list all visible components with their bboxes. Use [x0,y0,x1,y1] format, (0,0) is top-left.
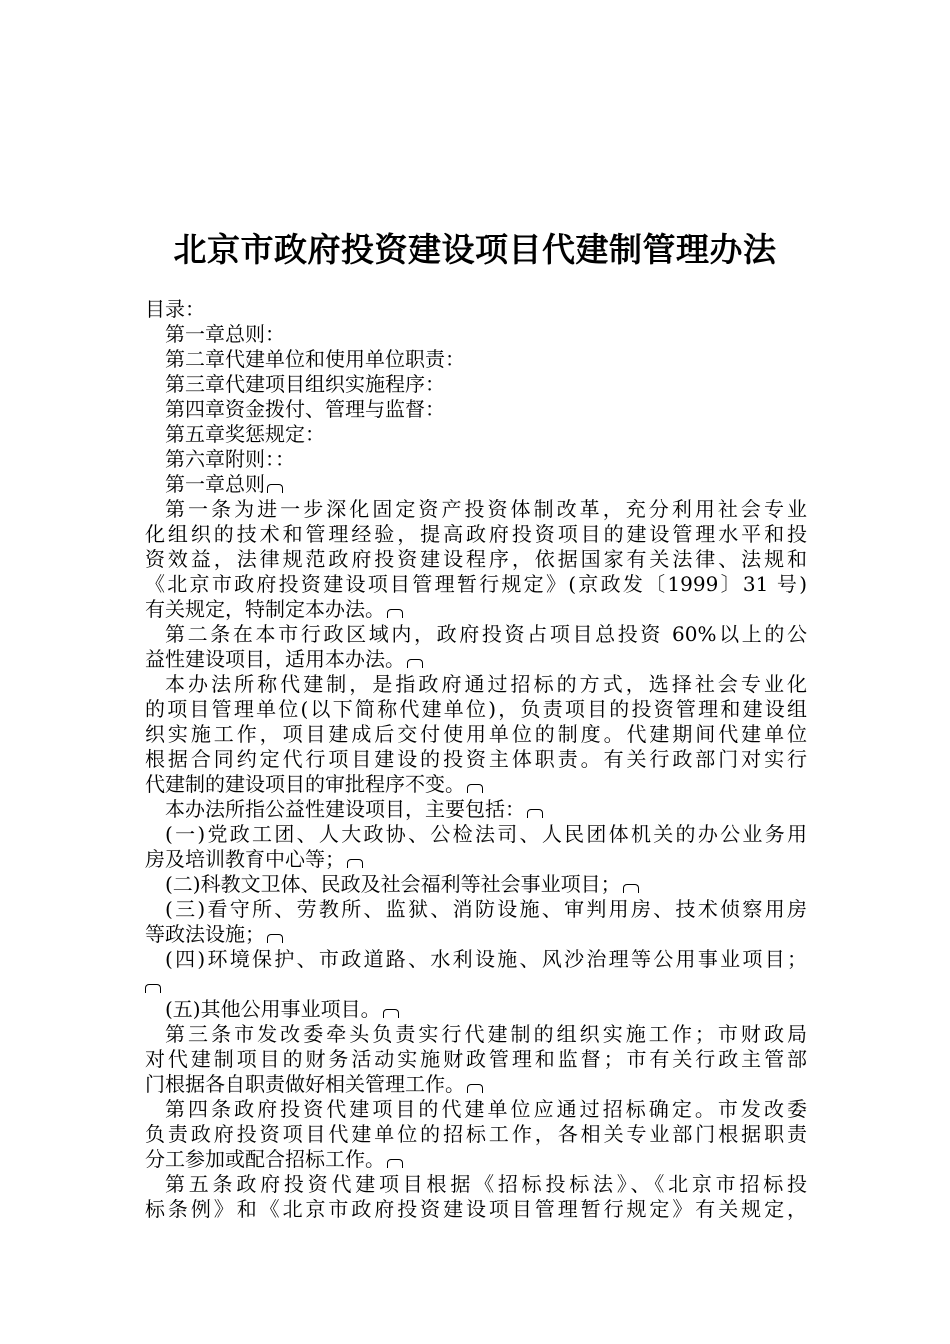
article-3-line-3: 门根据各自职责做好相关管理工作。 [145,1072,465,1096]
article-5-line-2: 标条例》和《北京市政府投资建设项目管理暂行规定》有关规定， [145,1197,807,1221]
chapter-1-heading: 第一章总则 [165,472,265,496]
paragraph-mark-icon [383,1009,399,1018]
article-4-line-3: 分工参加或配合招标工作。 [145,1147,385,1171]
definition-line-5: 代建制的建设项目的审批程序不变。 [145,772,465,796]
article-4-line-2: 负责政府投资项目代建单位的招标工作，各相关专业部门根据职责 [145,1122,807,1146]
article-2-line-2-wrap [145,647,807,672]
article-4-line-1: 第四条政府投资代建项目的代建单位应通过招标确定。市发改委 [165,1097,807,1121]
paragraph-mark-icon [467,784,483,793]
document-body [145,297,807,1222]
definition-line-4: 根据合同约定代行项目建设的投资主体职责。有关行政部门对实行 [145,747,807,771]
toc-item-chapter-1: 第一章总则： [165,322,285,346]
article-3-line-1: 第三条市发改委牵头负责实行代建制的组织实施工作；市财政局 [165,1022,807,1046]
article-4-line-3-wrap [145,1147,807,1172]
definition-line-5-wrap [145,772,807,797]
scope-item-1-line-1: (一)党政工团、人大政协、公检法司、人民团体机关的办公业务用 [165,822,807,846]
scope-item-1-line-2: 房及培训教育中心等； [145,847,345,871]
paragraph-mark-icon [527,809,543,818]
definition-line-1: 本办法所称代建制，是指政府通过招标的方式，选择社会专业化 [165,672,807,696]
article-1-line-1: 第一条为进一步深化固定资产投资体制改革，充分利用社会专业 [165,497,807,521]
scope-item-5-wrap [145,997,807,1022]
scope-item-3-line-2-wrap [145,922,807,947]
article-1-line-4: 《北京市政府投资建设项目管理暂行规定》(京政发〔1999〕31 号) [145,572,807,596]
article-1-line-5: 有关规定，特制定本办法。 [145,597,385,621]
scope-intro: 本办法所指公益性建设项目，主要包括： [165,797,525,821]
paragraph-mark-icon [267,934,283,943]
article-3-line-3-wrap [145,1072,807,1097]
article-2-line-1: 第二条在本市行政区域内，政府投资占项目总投资 60%以上的公 [165,622,807,646]
scope-item-4: (四)环境保护、市政道路、水利设施、风沙治理等公用事业项目； [165,947,807,971]
scope-intro-wrap [145,797,807,822]
definition-line-3: 织实施工作，项目建成后交付使用单位的制度。代建期间代建单位 [145,722,807,746]
paragraph-mark-icon [623,884,639,893]
article-3-line-2: 对代建制项目的财务活动实施财政管理和监督；市有关行政主管部 [145,1047,807,1071]
scope-item-1-line-2-wrap [145,847,807,872]
paragraph-mark-icon [467,1084,483,1093]
toc-label: 目录： [145,297,205,321]
scope-item-4-mark-line [145,972,807,997]
paragraph-mark-icon [387,609,403,618]
chapter-1-heading-line [145,472,807,497]
article-1-line-2: 化组织的技术和管理经验，提高政府投资项目的建设管理水平和投 [145,522,807,546]
paragraph-mark-icon [407,659,423,668]
toc-item-chapter-6: 第六章附则：： [165,447,295,471]
paragraph-mark-icon [347,859,363,868]
article-1-line-3: 资效益，法律规范政府投资建设程序，依据国家有关法律、法规和 [145,547,807,571]
scope-item-3-line-2: 等政法设施； [145,922,265,946]
paragraph-mark-icon [387,1159,403,1168]
toc-item-chapter-2: 第二章代建单位和使用单位职责： [165,347,465,371]
article-5-line-1: 第五条政府投资代建项目根据《招标投标法》、《北京市招标投 [165,1172,807,1196]
scope-item-2-wrap [145,872,807,897]
article-1-line-5-wrap [145,597,807,622]
toc-item-chapter-5: 第五章奖惩规定： [165,422,325,446]
paragraph-mark-icon [267,484,283,493]
article-2-line-2: 益性建设项目，适用本办法。 [145,647,405,671]
definition-line-2: 的项目管理单位(以下简称代建单位)，负责项目的投资管理和建设组 [145,697,807,721]
paragraph-mark-icon [145,984,161,993]
toc-item-chapter-3: 第三章代建项目组织实施程序： [165,372,445,396]
toc-item-chapter-4: 第四章资金拨付、管理与监督： [165,397,445,421]
scope-item-3-line-1: (三)看守所、劳教所、监狱、消防设施、审判用房、技术侦察用房 [165,897,807,921]
document-title: 北京市政府投资建设项目代建制管理办法 [173,230,777,269]
scope-item-5: (五)其他公用事业项目。 [165,997,381,1021]
scope-item-2: (二)科教文卫体、民政及社会福利等社会事业项目； [165,872,621,896]
